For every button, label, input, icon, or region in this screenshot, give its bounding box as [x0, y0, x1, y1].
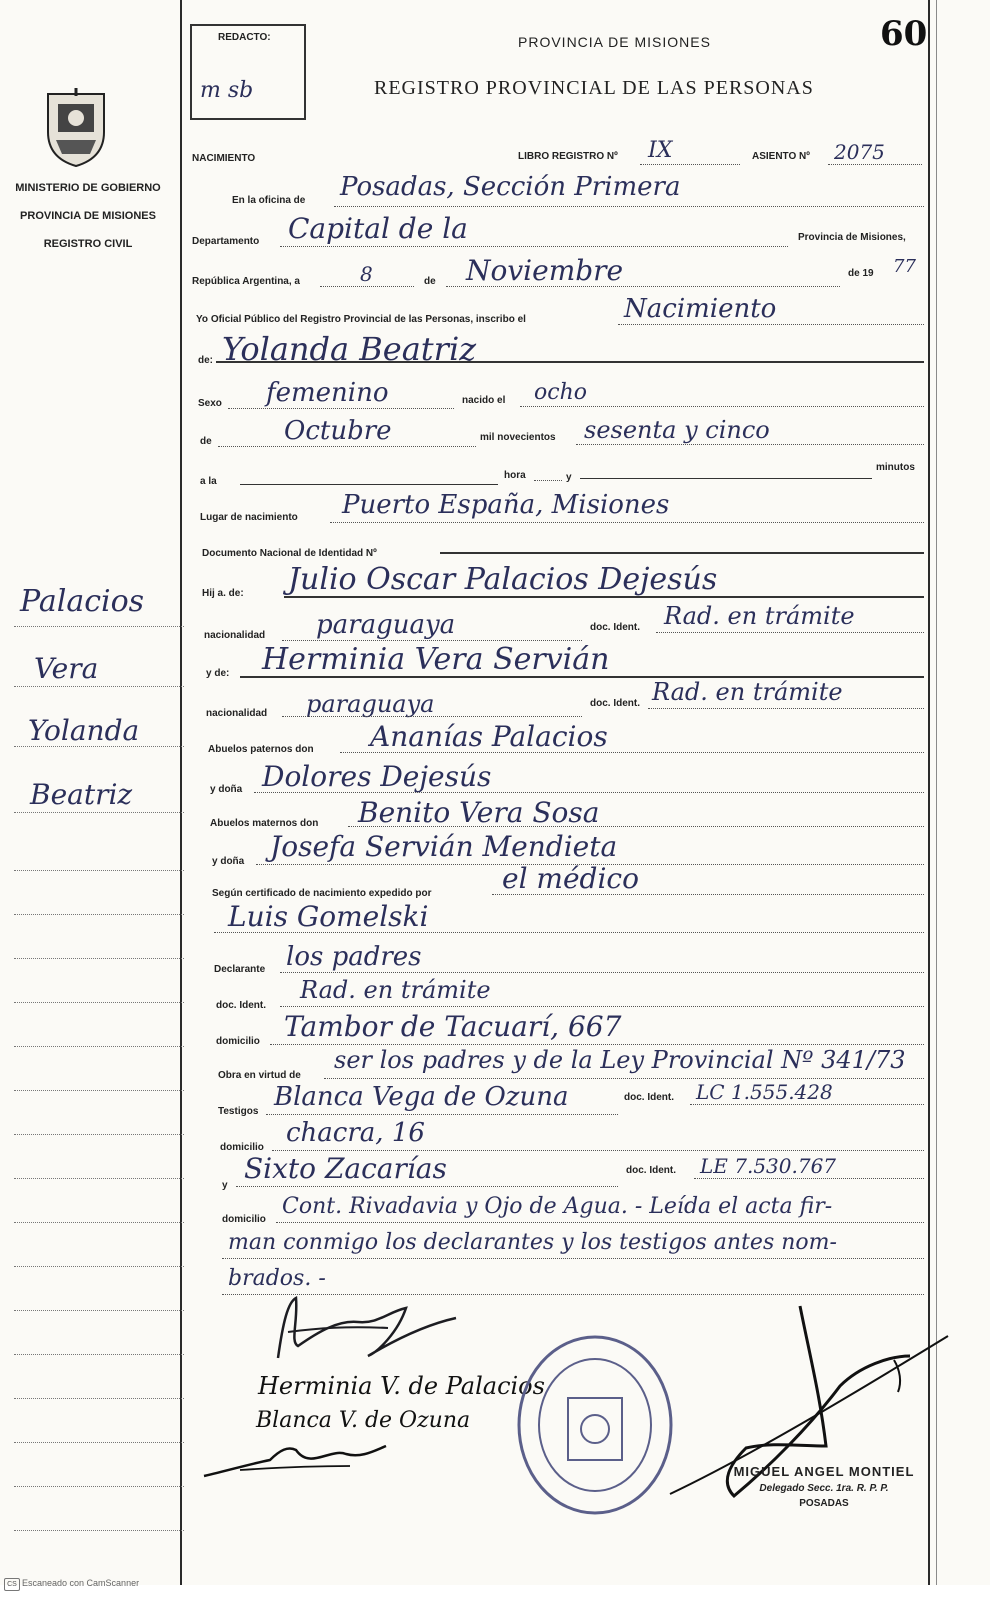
margin-rule: [14, 1002, 184, 1003]
field-line: [236, 1186, 618, 1187]
margin-rule: [14, 958, 184, 959]
sexo-label: Sexo: [198, 398, 222, 409]
field-line: [282, 716, 582, 717]
field-line: [580, 478, 872, 479]
year-label: de 19: [848, 268, 874, 279]
margin-rule: [14, 1310, 184, 1311]
camscanner-icon: CS: [4, 1578, 20, 1591]
field-line: [324, 1078, 924, 1079]
margin-name-2: Beatriz: [30, 778, 133, 811]
provincia-label: Provincia de Misiones,: [798, 232, 906, 243]
departamento-label: Departamento: [192, 236, 260, 247]
nacido-label: nacido el: [462, 395, 506, 406]
ydona2-label: y doña: [212, 856, 245, 867]
ministry-line-2: PROVINCIA DE MISIONES: [20, 210, 156, 222]
departamento-value: Capital de la: [288, 212, 468, 245]
month-value: Noviembre: [466, 254, 624, 287]
abmat-value: Benito Vera Sosa: [358, 796, 600, 829]
scanner-footer: Escaneado con CamScanner: [22, 1578, 140, 1588]
nac1-label: nacionalidad: [204, 630, 266, 641]
segun-value: el médico: [502, 862, 639, 895]
field-line: [320, 286, 414, 287]
docident-label: doc. Ident.: [590, 622, 640, 633]
field-line: [694, 1178, 924, 1179]
field-line: [280, 972, 924, 973]
field-line: [330, 522, 924, 523]
field-line: [690, 1104, 924, 1105]
testigo1-doc: LC 1.555.428: [696, 1080, 833, 1104]
field-line: [440, 552, 924, 554]
libro-label: LIBRO REGISTRO Nº: [518, 151, 618, 162]
page-number: 60: [880, 14, 928, 54]
field-line: [284, 596, 924, 598]
field-line: [618, 324, 924, 325]
abpat2-value: Dolores Dejesús: [262, 760, 492, 793]
signature-4: [200, 1440, 390, 1484]
declarante-value: los padres: [286, 942, 422, 972]
hora-label: hora: [504, 470, 526, 481]
margin-rule: [14, 626, 184, 627]
domicilio3-label: domicilio: [222, 1214, 266, 1225]
lugar-value: Puerto España, Misiones: [342, 490, 670, 520]
field-line: [340, 752, 924, 753]
margin-rule: [14, 1486, 184, 1487]
redacto-value: m sb: [200, 78, 254, 103]
field-line: [218, 446, 476, 447]
domicilio2-label: domicilio: [220, 1142, 264, 1153]
docident-label-2: doc. Ident.: [590, 698, 640, 709]
field-line: [282, 640, 582, 641]
signature-2: Herminia V. de Palacios: [258, 1372, 545, 1400]
y2-label: y: [222, 1180, 228, 1191]
field-line: [222, 1258, 924, 1259]
nac2-label: nacionalidad: [206, 708, 268, 719]
ydona-label: y doña: [210, 784, 243, 795]
official-title: Delegado Secc. 1ra. R. P. P.: [759, 1483, 889, 1494]
official-name: MIGUEL ANGEL MONTIEL: [733, 1464, 915, 1479]
oficial-value: Nacimiento: [624, 294, 777, 324]
del-value: Yolanda Beatriz: [222, 330, 477, 368]
signature-3: Blanca V. de Ozuna: [256, 1408, 471, 1433]
margin-rule: [14, 1266, 184, 1267]
field-line: [272, 1150, 924, 1151]
margin-surname-1: Palacios: [20, 584, 145, 619]
margin-rule: [14, 1530, 184, 1531]
sexo-value: femenino: [266, 378, 389, 408]
field-line: [520, 406, 924, 407]
margin-name-1: Yolanda: [28, 714, 140, 747]
signature-1: [228, 1292, 458, 1362]
abmat-label: Abuelos maternos don: [210, 818, 319, 829]
official-block: [714, 1464, 934, 1509]
obra-label: Obra en virtud de: [218, 1070, 301, 1081]
margin-rule: [14, 1134, 184, 1135]
abmat2-value: Josefa Servián Mendieta: [270, 830, 618, 863]
field-line: [348, 826, 924, 827]
left-margin-rule: [180, 0, 182, 1585]
medico-value: Luis Gomelski: [228, 900, 429, 933]
margin-rule: [14, 1354, 184, 1355]
republica-label: República Argentina, a: [192, 276, 300, 287]
redacto-box: [190, 24, 306, 120]
dni-label: Documento Nacional de Identidad Nº: [202, 548, 377, 559]
asiento-label: ASIENTO Nº: [752, 151, 810, 162]
margin-rule: [14, 870, 184, 871]
margin-rule: [14, 1398, 184, 1399]
margin-rule: [14, 1442, 184, 1443]
yde-label: y de:: [206, 668, 230, 679]
abpat-value: Ananías Palacios: [370, 720, 608, 753]
testigo1-value: Blanca Vega de Ozuna: [274, 1082, 569, 1112]
domicilio3-value: Cont. Rivadavia y Ojo de Agua. - Leída el acta fir-: [282, 1194, 833, 1219]
domicilio-label: domicilio: [216, 1036, 260, 1047]
closing-line-2: man conmigo los declarantes y los testigos antes nom-: [228, 1230, 837, 1255]
margin-rule: [14, 1046, 184, 1047]
obra-value: ser los padres y de la Ley Provincial Nº 341/73: [334, 1046, 906, 1074]
abpat-label: Abuelos paternos don: [208, 744, 314, 755]
margin-surname-2: Vera: [34, 652, 99, 685]
doc1-value: Rad. en trámite: [664, 602, 855, 630]
month2-value: Octubre: [284, 416, 392, 446]
doc2-value: Rad. en trámite: [652, 678, 843, 706]
mil-label: mil novecientos: [480, 432, 556, 443]
registry-title: REGISTRO PROVINCIAL DE LAS PERSONAS: [374, 77, 814, 99]
oficina-value: Posadas, Sección Primera: [340, 172, 681, 202]
field-line: [280, 1006, 924, 1007]
del-label: de:: [198, 355, 213, 366]
official-city: POSADAS: [799, 1498, 849, 1509]
field-line: [656, 632, 924, 633]
hija-label: Hij a. de:: [202, 588, 244, 599]
field-line: [446, 286, 840, 287]
margin-rule: [14, 1222, 184, 1223]
field-line: [254, 792, 924, 793]
domicilio2-value: chacra, 16: [286, 1118, 425, 1148]
testigo2-value: Sixto Zacarías: [244, 1152, 447, 1185]
padre-value: Julio Oscar Palacios Dejesús: [288, 562, 718, 597]
year-value: 77: [893, 256, 916, 277]
mil-value: sesenta y cinco: [584, 416, 770, 444]
closing-line-3: brados. -: [228, 1266, 326, 1291]
docident2-value: Rad. en trámite: [300, 976, 491, 1004]
margin-rule: [14, 914, 184, 915]
testigos-label: Testigos: [218, 1106, 259, 1117]
segun-label: Según certificado de nacimiento expedido por: [212, 888, 432, 899]
field-line: [640, 164, 740, 165]
de2-label: de: [200, 436, 212, 447]
ministry-line-3: REGISTRO CIVIL: [43, 238, 133, 250]
madre-value: Herminia Vera Servián: [262, 642, 610, 677]
act-type-label: NACIMIENTO: [192, 153, 256, 164]
field-line: [228, 408, 454, 409]
declarante-label: Declarante: [214, 964, 266, 975]
field-line: [576, 444, 924, 445]
day-value: 8: [360, 262, 373, 286]
field-line: [534, 480, 562, 481]
field-line: [276, 1222, 924, 1223]
field-line: [280, 246, 788, 247]
ministry-line-1: MINISTERIO DE GOBIERNO: [15, 182, 161, 194]
minutos-label: minutos: [876, 462, 915, 473]
oficial-label: Yo Oficial Público del Registro Provincial de las Personas, inscribo el: [196, 314, 526, 325]
margin-rule: [14, 1090, 184, 1091]
province-title: PROVINCIA DE MISIONES: [518, 34, 711, 50]
field-line: [266, 1114, 618, 1115]
nac2-value: paraguaya: [306, 690, 435, 718]
margin-rule: [14, 812, 184, 813]
field-line: [216, 361, 924, 363]
field-line: [334, 206, 924, 207]
margin-rule: [14, 1178, 184, 1179]
docident2-label: doc. Ident.: [216, 1000, 266, 1011]
domicilio-value: Tambor de Tacuarí, 667: [284, 1010, 622, 1043]
nac1-value: paraguaya: [316, 610, 456, 640]
field-line: [214, 932, 924, 933]
provincial-emblem-icon: [40, 88, 112, 168]
margin-rule: [14, 746, 184, 747]
field-line: [240, 484, 498, 485]
redacto-label: REDACTO:: [218, 32, 271, 43]
y-label: y: [566, 472, 572, 483]
libro-value: IX: [648, 138, 673, 163]
docident3-label: doc. Ident.: [624, 1092, 674, 1103]
field-line: [270, 1044, 924, 1045]
field-line: [492, 894, 924, 895]
testigo2-doc: LE 7.530.767: [700, 1154, 837, 1178]
nacido-value: ocho: [534, 380, 587, 405]
de-label: de: [424, 276, 436, 287]
docident4-label: doc. Ident.: [626, 1165, 676, 1176]
margin-rule: [14, 686, 184, 687]
lugar-label: Lugar de nacimiento: [200, 512, 298, 523]
field-line: [648, 708, 924, 709]
field-line: [828, 164, 922, 165]
oficina-label: En la oficina de: [232, 195, 306, 206]
asiento-value: 2075: [834, 140, 885, 164]
ala-label: a la: [200, 476, 217, 487]
